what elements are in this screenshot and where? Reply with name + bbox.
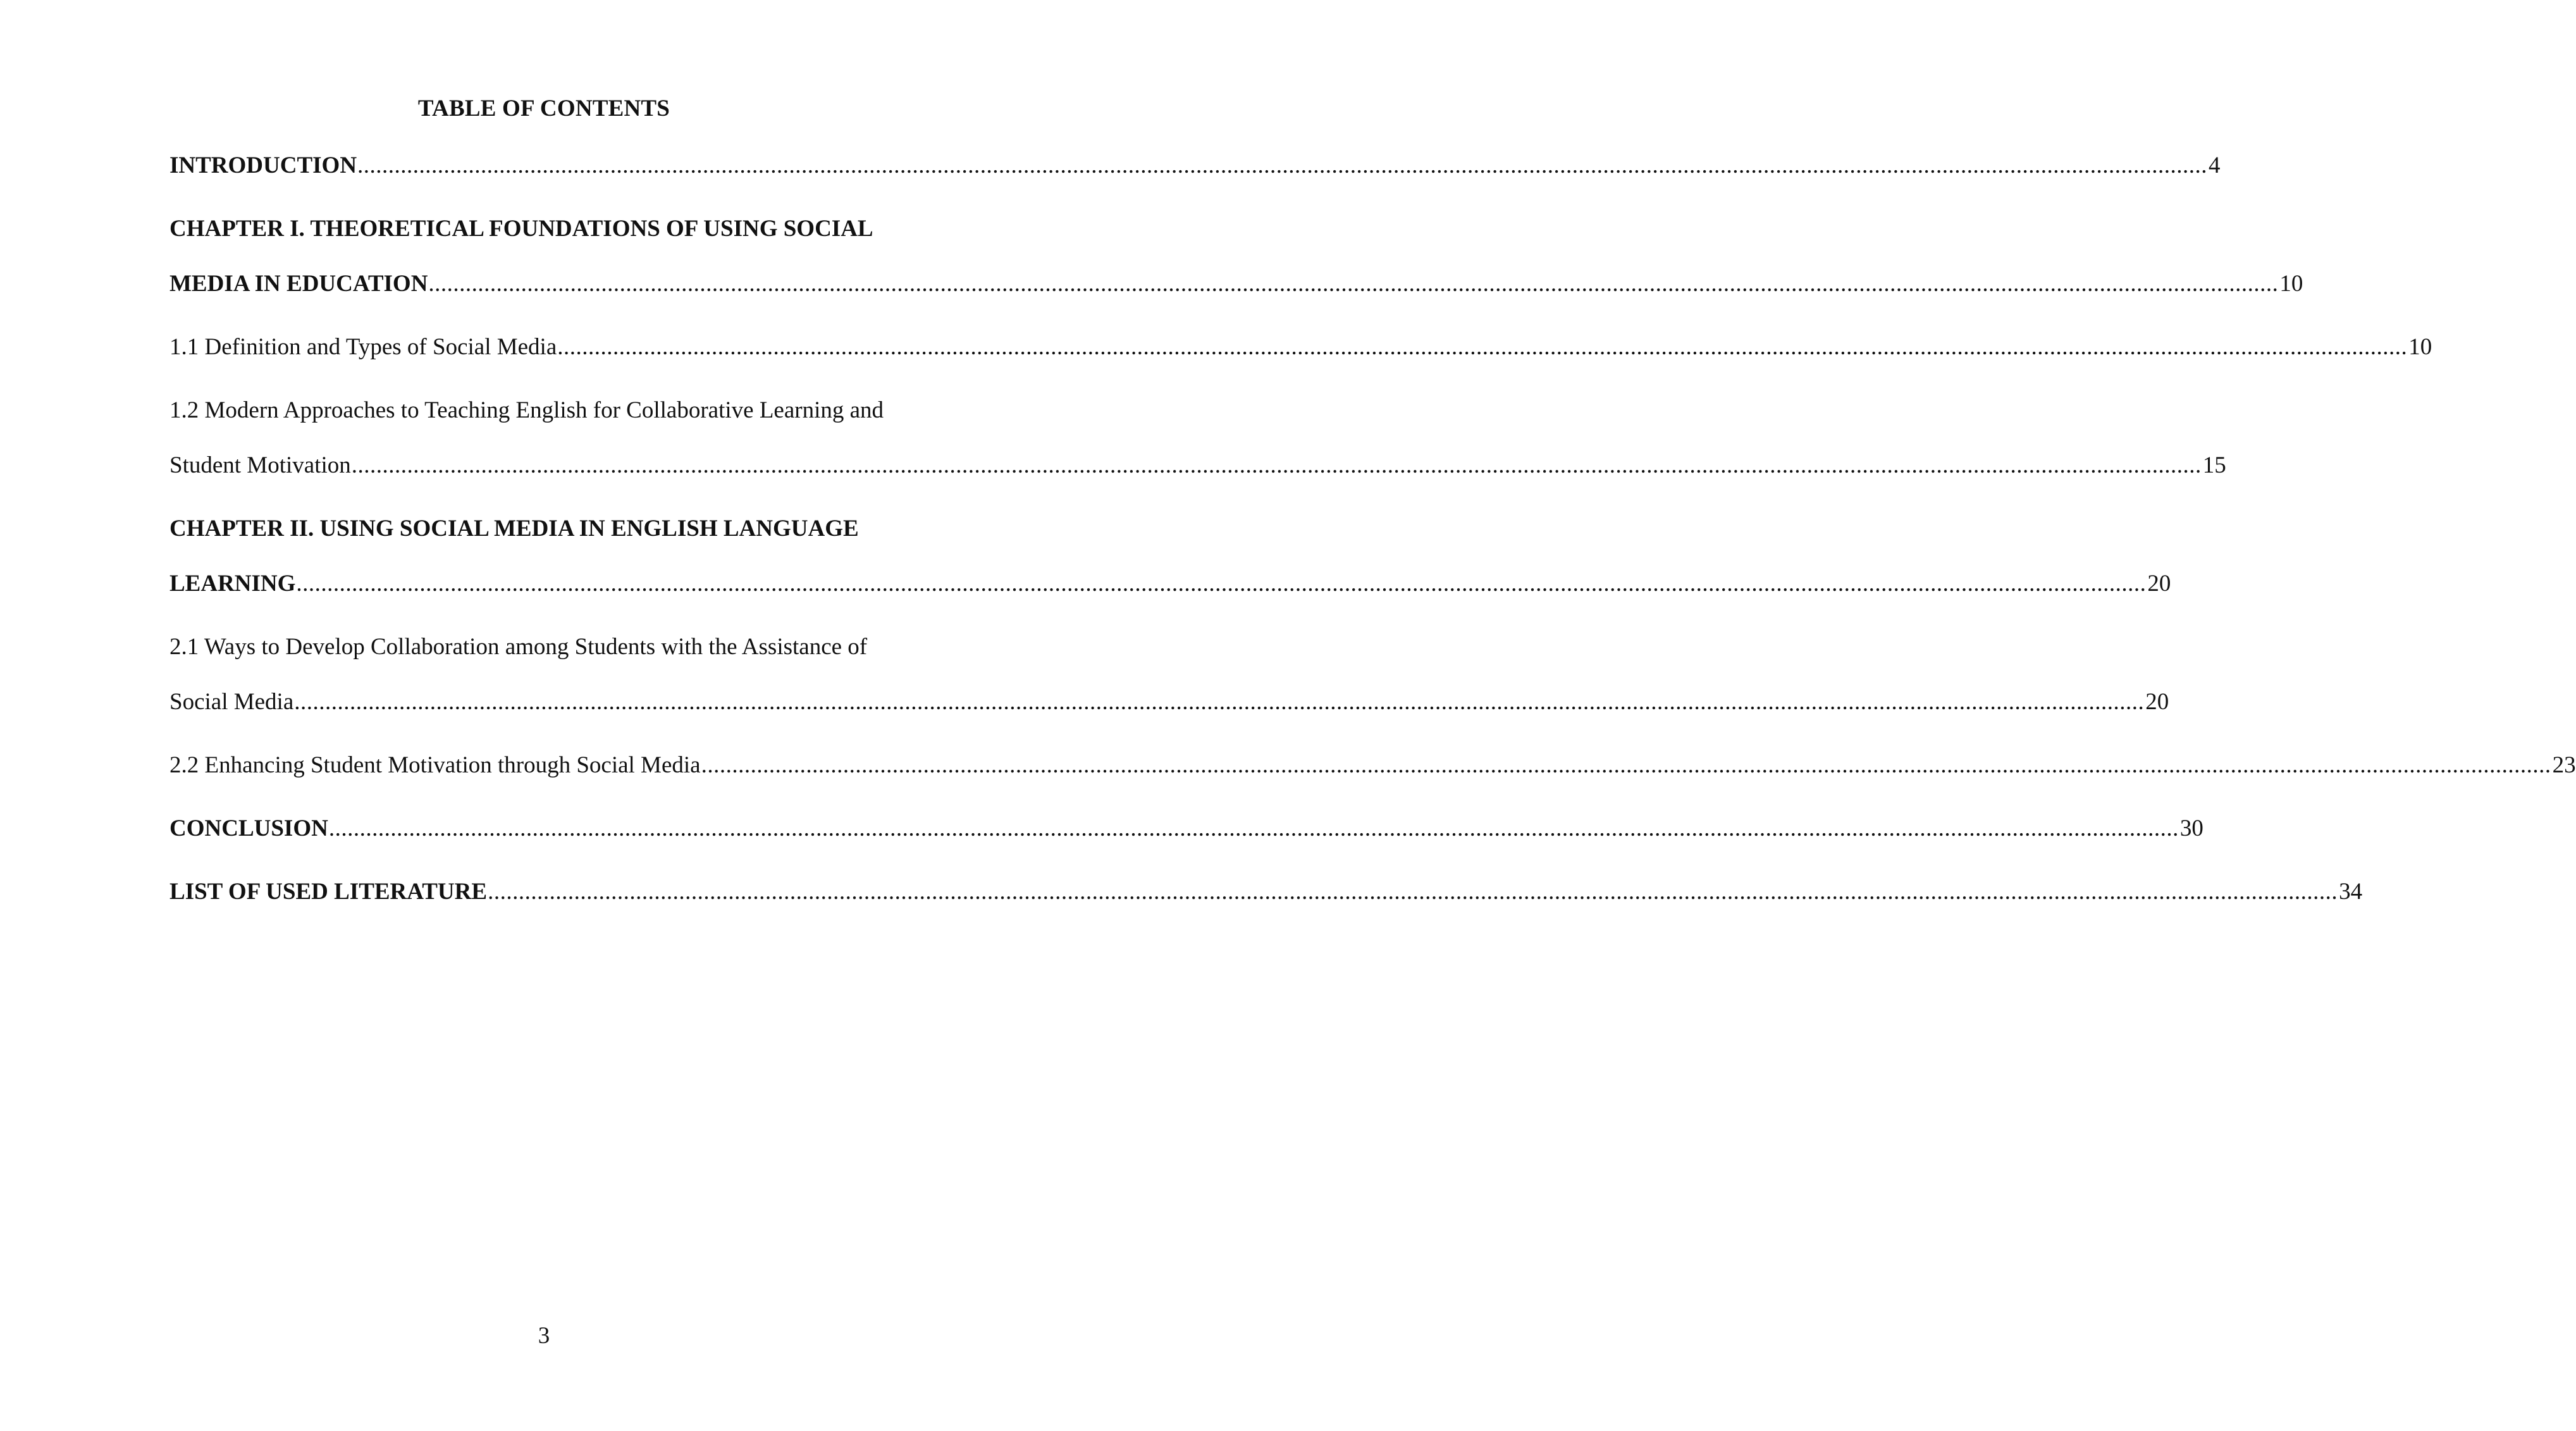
toc-entry-literature[interactable]: [169, 876, 2363, 908]
toc-title: TABLE OF CONTENTS: [417, 96, 670, 121]
toc-entry-label: 1.1 Definition and Types of Social Media: [169, 334, 557, 360]
toc-leader-dots: ............................................................................................................................................................................................................................................................................................................: [557, 334, 2408, 360]
toc-entry-introduction[interactable]: [169, 150, 2221, 182]
toc-entry-chapter-1-line-1[interactable]: [169, 213, 942, 245]
toc-entry-1-2[interactable]: [169, 450, 2226, 481]
toc-entry-label: Social Media: [169, 689, 294, 715]
toc-entry-label: INTRODUCTION: [169, 152, 357, 178]
toc-entry-label: CHAPTER I. THEORETICAL FOUNDATIONS OF USING SOCIAL: [169, 216, 873, 242]
toc-entry-2-2[interactable]: [169, 750, 2576, 781]
toc-entry-page: 20: [2145, 689, 2169, 715]
toc-entry-label: 2.1 Ways to Develop Collaboration among Students with the Assistance of: [169, 634, 868, 660]
page-number: 3: [538, 1323, 550, 1349]
toc-entry-page: 20: [2147, 571, 2171, 597]
toc-entry-label: MEDIA IN EDUCATION: [169, 271, 428, 297]
toc-leader-dots: ............................................................................................................................................................................................................................................................................................................: [294, 689, 2145, 715]
toc-entry-label: LIST OF USED LITERATURE: [169, 879, 488, 905]
toc-entry-page: 23: [2552, 752, 2576, 778]
toc-entry-chapter-2-line-1[interactable]: [169, 513, 942, 545]
toc-entry-2-1-line-1[interactable]: [169, 631, 942, 663]
toc-entry-2-1[interactable]: [169, 686, 2169, 718]
toc-leader-dots: ............................................................................................................................................................................................................................................................................................................: [296, 571, 2147, 597]
toc-entry-label: LEARNING: [169, 571, 296, 597]
toc-entry-chapter-2[interactable]: [169, 568, 2171, 600]
toc-entry-label: 2.2 Enhancing Student Motivation through Social Media: [169, 752, 701, 778]
toc-leader-dots: ............................................................................................................................................................................................................................................................................................................: [428, 271, 2279, 297]
toc-entry-label: Student Motivation: [169, 452, 351, 478]
toc-entry-page: 34: [2339, 879, 2363, 905]
toc-entry-label: 1.2 Modern Approaches to Teaching English for Collaborative Learning and: [169, 397, 884, 423]
toc-entry-page: 4: [2209, 152, 2221, 178]
toc-entry-label: CONCLUSION: [169, 815, 328, 841]
toc-entry-page: 30: [2179, 815, 2203, 841]
toc-leader-dots: ............................................................................................................................................................................................................................................................................................................: [701, 752, 2551, 778]
toc-entry-page: 10: [2408, 334, 2432, 360]
toc-entry-chapter-1[interactable]: [169, 268, 2303, 300]
toc-entry-page: 10: [2279, 271, 2303, 297]
toc-entry-label: CHAPTER II. USING SOCIAL MEDIA IN ENGLISH LANGUAGE: [169, 516, 859, 542]
toc-entry-1-2-line-1[interactable]: [169, 395, 942, 426]
toc-leader-dots: ............................................................................................................................................................................................................................................................................................................: [488, 879, 2338, 905]
toc-entry-1-1[interactable]: [169, 331, 2432, 363]
toc-leader-dots: ............................................................................................................................................................................................................................................................................................................: [328, 815, 2179, 841]
toc-entry-conclusion[interactable]: [169, 813, 2203, 845]
toc-leader-dots: ............................................................................................................................................................................................................................................................................................................: [357, 152, 2208, 178]
toc-entry-page: 15: [2202, 452, 2226, 478]
toc-leader-dots: ............................................................................................................................................................................................................................................................................................................: [351, 452, 2202, 478]
